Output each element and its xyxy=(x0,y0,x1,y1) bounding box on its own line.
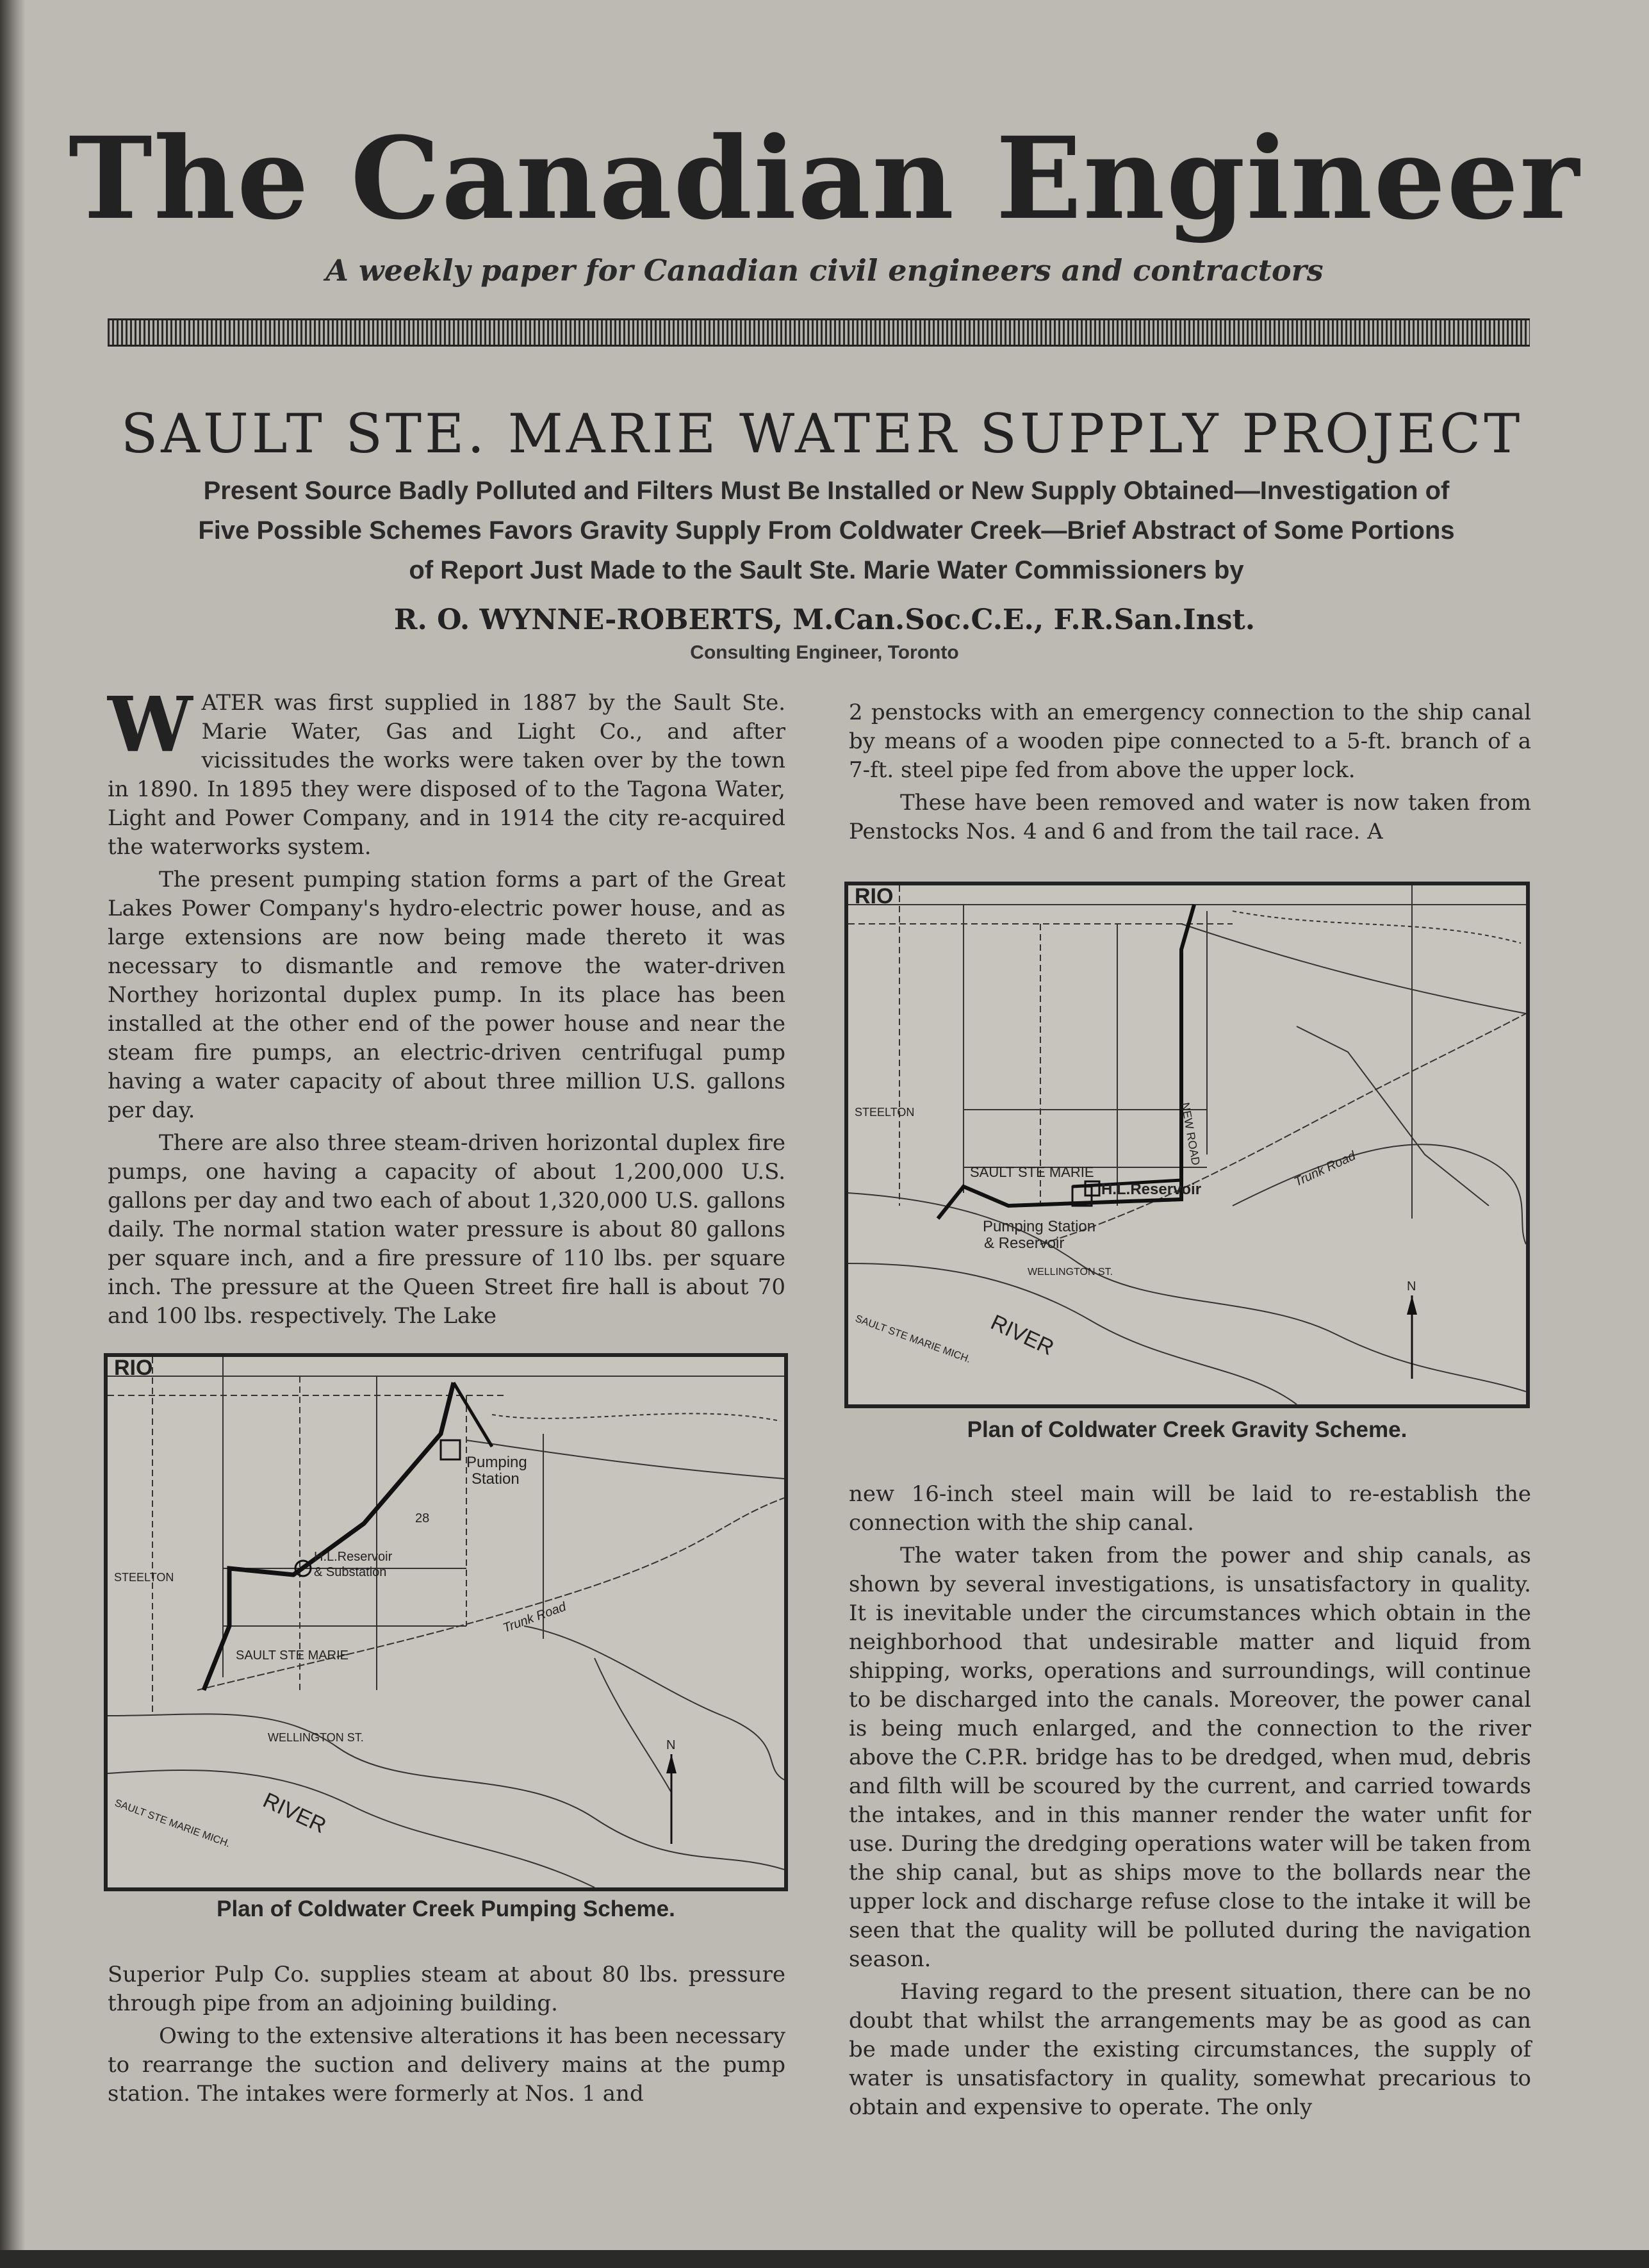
map-label-reservoir: H.L.Reservoir xyxy=(1101,1181,1202,1198)
map-label-river: RIVER xyxy=(259,1787,330,1839)
map-label-station: Station xyxy=(472,1470,520,1488)
map-label-steelton: STEELTON xyxy=(855,1106,915,1119)
paragraph: The water taken from the power and ship canals, as shown by several investigations, is unsatisfactory in quality. It is inevitable under the circumstances which obtain in the neighborhood that undesirable matter and liquid from shipping, works, operations and surroundings, will continue to be discharged into the canals. Moreover, the power canal is being much enlarged, and the connection to the river above the C.P.R. bridge has to be dredged, when mud, debris and filth will be scoured by the current, and carried towards the intakes, and in this manner render the water unfit for use. During the dredging operations water will be taken from the ship canal, but as ships move to the bollards near the upper lock and discharge refuse close to the intake it will be seen that the quality will be polluted during the navigation season. xyxy=(849,1543,1531,1972)
masthead-rule xyxy=(108,318,1530,347)
map-label-river: RIVER xyxy=(987,1310,1058,1361)
drop-cap: W xyxy=(108,680,193,769)
map-label-north: N xyxy=(1407,1279,1416,1294)
pumping-map-caption: Plan of Coldwater Creek Pumping Scheme. xyxy=(217,1896,675,1921)
paragraph: Having regard to the present situation, there can be no doubt that whilst the arrangements may be as good as can be made under the existing circumstances, the supply of water is unsatisfactory in quality, somewhat precarious to obtain and expensive to operate. The only xyxy=(849,1979,1531,2120)
paragraph: Owing to the extensive alterations it has been necessary to rearrange the suction and delivery mains at the pump station. The intakes were formerly at Nos. 1 and xyxy=(108,2023,785,2107)
article-author: R. O. WYNNE-ROBERTS, M.Can.Soc.C.E., F.R.San.Inst. xyxy=(393,604,1256,636)
map-label-reservoir: H.L.Reservoir xyxy=(314,1550,393,1564)
map-label-mich: SAULT STE MARIE MICH. xyxy=(853,1313,972,1365)
article-affiliation: Consulting Engineer, Toronto xyxy=(690,642,959,663)
page-bottom-edge xyxy=(0,2250,1649,2268)
map-label-pumping: Pumping xyxy=(466,1454,527,1471)
paragraph: WATER was first supplied in 1887 by the Sault Ste. Marie Water, Gas and Light Co., and after vicissitudes the works were taken over by the town in 1890. In 1895 they were disposed of to the Tagona Water, Light and Power Company, and in 1914 the city re-acquired the waterworks system. xyxy=(108,680,785,860)
map-label-wellington: WELLINGTON ST. xyxy=(268,1731,364,1744)
pumping-scheme-map xyxy=(104,1353,788,1891)
paragraph: These have been removed and water is now taken from Penstocks Nos. 4 and 6 and from the tail race. A xyxy=(849,790,1531,844)
gravity-scheme-map xyxy=(844,882,1530,1408)
map-label-substation: & Substation xyxy=(314,1565,387,1579)
masthead-subtitle: A weekly paper for Canadian civil engineers and contractors xyxy=(325,253,1324,288)
map-label-number: 28 xyxy=(415,1511,430,1525)
left-column-lower xyxy=(108,1960,785,2108)
paragraph: 2 penstocks with an emergency connection to the ship canal by means of a wooden pipe connected to a 5-ft. branch of a 7-ft. steel pipe fed from above the upper lock. xyxy=(849,700,1531,783)
masthead-title: The Canadian Engineer xyxy=(68,112,1581,245)
article-headline: SAULT STE. MARIE WATER SUPPLY PROJECT xyxy=(120,402,1523,465)
map-label-sault: SAULT STE MARIE xyxy=(236,1648,349,1663)
map-label-rio: RIO xyxy=(114,1357,153,1380)
paragraph: Superior Pulp Co. supplies steam at about 80 lbs. pressure through pipe from an adjoining building. xyxy=(108,1962,785,2016)
gravity-map-drawing xyxy=(848,885,1526,1404)
map-label-steelton: STEELTON xyxy=(114,1571,174,1584)
article-deck: Present Source Badly Polluted and Filters Must Be Installed or New Supply Obtained—Investigation of Five Possible Schemes Favors Gravity Supply From Coldwater Creek—Brief Abstract of Some Portions of Report Just Made to the Sault Ste. Marie Water Commissioners by xyxy=(198,477,1455,584)
right-column-lower xyxy=(849,1480,1531,2122)
left-column-upper xyxy=(108,680,785,1331)
map-label-trunk-road: Trunk Road xyxy=(501,1599,568,1636)
gravity-map-caption: Plan of Coldwater Creek Gravity Scheme. xyxy=(967,1417,1407,1442)
pumping-map-drawing xyxy=(108,1357,784,1887)
map-label-rio: RIO xyxy=(855,885,894,908)
paragraph: There are also three steam-driven horizontal duplex fire pumps, one having a capacity of about 1,200,000 U.S. gallons per day and two each of about 1,320,000 U.S. gallons daily. The normal station water pressure is about 80 gallons per square inch, and a fire pressure of 110 lbs. per square inch. The pressure at the Queen Street fire hall is about 70 and 100 lbs. respectively. The Lake xyxy=(108,1130,785,1329)
map-label-new-road: NEW ROAD xyxy=(1179,1101,1202,1167)
map-label-trunk-road: Trunk Road xyxy=(1292,1149,1358,1190)
right-column-upper xyxy=(849,698,1531,846)
map-label-pumping: Pumping Station xyxy=(983,1218,1096,1235)
map-label-wellington: WELLINGTON ST. xyxy=(1028,1267,1113,1278)
map-label-mich: SAULT STE MARIE MICH. xyxy=(113,1797,232,1850)
paragraph: The present pumping station forms a part of the Great Lakes Power Company's hydro-electric power house, and as large extensions are now being made thereto it was necessary to dismantle and remove the water-driven Northey horizontal duplex pump. In its place has been installed at the other end of the power house and near the steam fire pumps, an electric-driven centrifugal pump having a water capacity of about three million U.S. gallons per day. xyxy=(108,867,785,1123)
paragraph: new 16-inch steel main will be laid to re-establish the connection with the ship canal. xyxy=(849,1481,1531,1536)
map-label-pumping-reservoir: & Reservoir xyxy=(984,1235,1065,1252)
map-label-north: N xyxy=(666,1738,676,1752)
map-label-sault: SAULT STE MARIE xyxy=(970,1164,1094,1180)
